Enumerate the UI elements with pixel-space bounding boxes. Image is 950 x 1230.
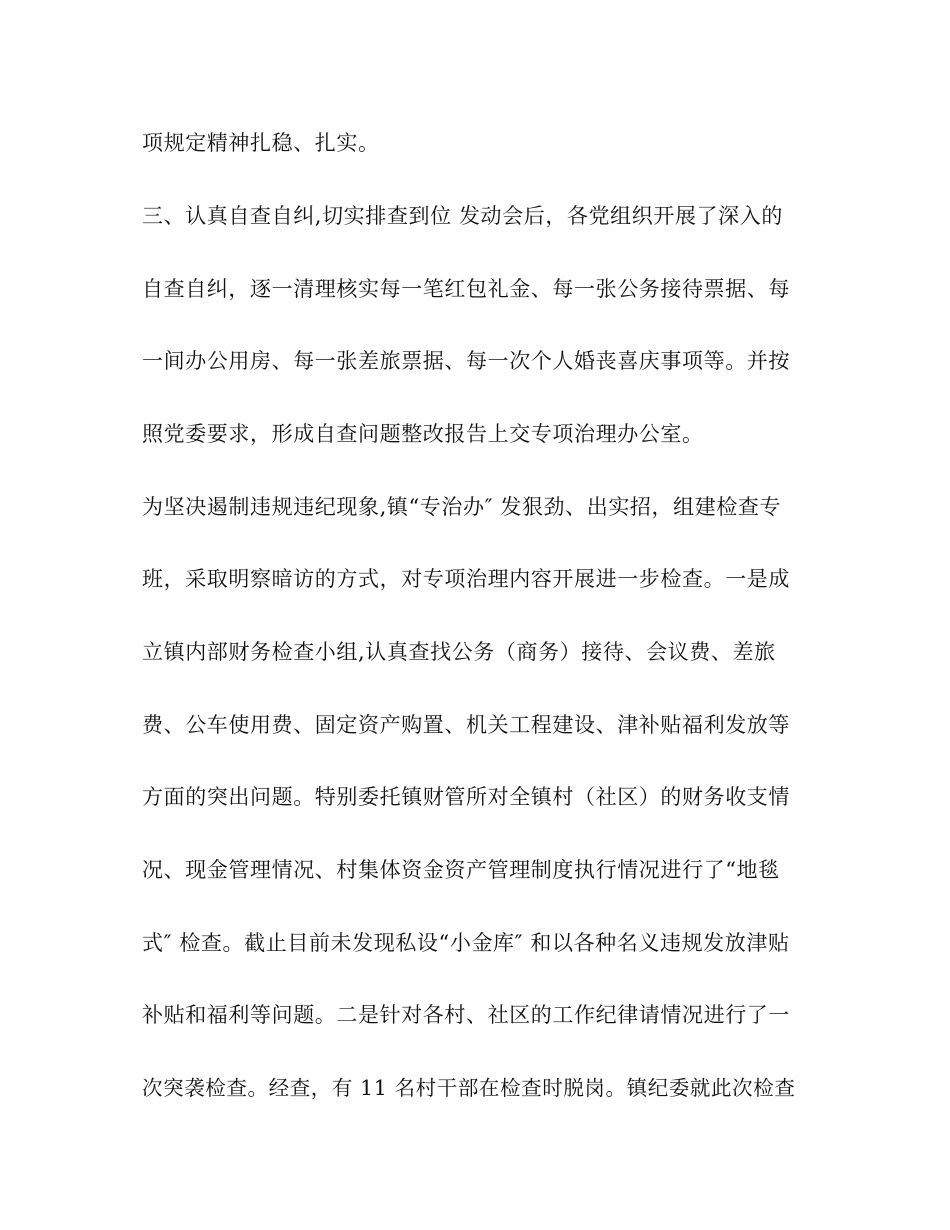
text-line: 况、现金管理情况、村集体资金资产管理制度执行情况进行了“地毯 [142, 858, 780, 882]
text-line: 自查自纠，逐一清理核实每一笔红包礼金、每一张公务接待票据、每 [142, 277, 790, 301]
text-line: 一间办公用房、每一张差旅票据、每一次个人婚丧喜庆事项等。并按 [142, 349, 790, 373]
text-line: 次突袭检查。经查，有 11 名村干部在检查时脱岗。镇纪委就此次检查 [142, 1076, 796, 1100]
text-line: 费、公车使用费、固定资产购置、机关工程建设、津补贴福利发放等 [142, 713, 790, 737]
text-line: 补贴和福利等问题。二是针对各村、社区的工作纪律请情况进行了一 [142, 1003, 790, 1027]
text-line: 方面的突出问题。特别委托镇财管所对全镇村（社区）的财务收支情 [142, 785, 790, 809]
text-line: 式″ 检查。截止目前未发现私设“小金库″ 和以各种名义违规发放津贴 [142, 931, 790, 955]
text-line: 项规定精神扎稳、扎实。 [142, 131, 380, 155]
text-line: 班，采取明察暗访的方式，对专项治理内容开展进一步检查。一是成 [142, 567, 790, 591]
text-line: 三、认真自查自纠,切实排查到位 发动会后，各党组织开展了深入的 [142, 204, 783, 228]
text-line: 立镇内部财务检查小组,认真查找公务（商务）接待、会议费、差旅 [142, 640, 776, 664]
text-line: 照党委要求，形成自查问题整改报告上交专项治理办公室。 [142, 422, 704, 446]
text-line: 为坚决遏制违规违纪现象,镇“专治办″ 发狠劲、出实招，组建检查专 [142, 495, 782, 519]
